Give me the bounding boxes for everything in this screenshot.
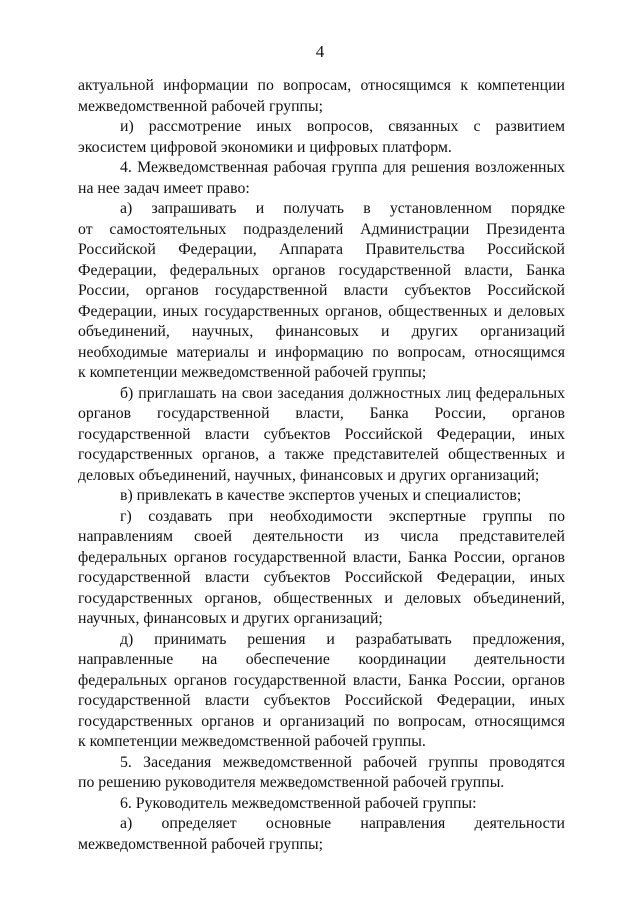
paragraph-item-i <box>78 117 565 158</box>
text-line: 4. Межведомственная рабочая группа для решения возложенных <box>120 159 565 176</box>
paragraph-item-g <box>78 507 565 630</box>
text-line: федеральных органов государственной власти, Банка России, органов <box>78 548 565 566</box>
text-line: к компетенции межведомственной рабочей группы. <box>78 733 426 750</box>
text-line: к компетенции межведомственной рабочей группы; <box>78 364 427 381</box>
text-line: на нее задач имеет право: <box>78 179 250 197</box>
text-line: государственных органов, общественных и деловых объединений, <box>78 589 565 607</box>
text-line: межведомственной рабочей группы; <box>78 835 323 853</box>
text-line: федеральных органов государственной власти, Банка России, органов <box>78 671 565 689</box>
text-line: от самостоятельных подразделений Администрации Президента <box>78 220 565 238</box>
text-line: а) определяет основные направления деятельности <box>120 815 565 832</box>
paragraph-item-6a <box>78 814 565 855</box>
paragraph-section-5 <box>78 753 565 794</box>
text-line: экосистем цифровой экономики и цифровых платформ. <box>78 138 452 156</box>
text-line: Федерации, иных государственных органов, общественных и деловых <box>78 302 565 320</box>
paragraph-item-a <box>78 199 565 384</box>
text-line: в) привлекать в качестве экспертов ученых и специалистов; <box>120 487 522 504</box>
text-line: научных, финансовых и других организаций; <box>78 610 383 627</box>
text-line: направлениям своей деятельности из числа представителей <box>78 528 565 545</box>
paragraph-item-b <box>78 384 565 487</box>
paragraph-item-d <box>78 630 565 753</box>
text-line: по решению руководителя межведомственной рабочей группы. <box>78 774 505 791</box>
text-line: Федерации, федеральных органов государственной власти, Банка <box>78 261 565 279</box>
text-line: 6. Руководитель межведомственной рабочей группы: <box>120 794 477 812</box>
text-line: а) запрашивать и получать в установленном порядке <box>120 200 565 217</box>
paragraph-item-v <box>78 486 565 507</box>
text-line: направленные на обеспечение координации деятельности <box>78 651 565 668</box>
text-line: и) рассмотрение иных вопросов, связанных с развитием <box>120 118 565 135</box>
page-number: 4 <box>315 42 325 61</box>
text-line: необходимые материалы и информацию по вопросам, относящимся <box>78 343 565 361</box>
text-line: б) приглашать на свои заседания должностных лиц федеральных <box>120 384 565 402</box>
text-line: 5. Заседания межведомственной рабочей группы проводятся <box>120 753 565 771</box>
text-line: государственной власти субъектов Российской Федерации, иных <box>78 692 565 709</box>
text-line: д) принимать решения и разрабатывать предложения, <box>120 630 565 648</box>
paragraph-cont <box>78 76 565 117</box>
text-line: государственной власти субъектов Российской Федерации, иных <box>78 425 565 443</box>
text-line: деловых объединений, научных, финансовых и других организаций; <box>78 466 540 484</box>
text-line: государственных органов и организаций по вопросам, относящимся <box>78 712 565 730</box>
text-line: органов государственной власти, Банка России, органов <box>78 405 565 422</box>
paragraph-section-6 <box>78 794 565 815</box>
text-line: государственной власти субъектов Российской Федерации, иных <box>78 569 565 586</box>
text-line: России, органов государственной власти субъектов Российской <box>78 282 565 299</box>
paragraph-section-4 <box>78 158 565 199</box>
text-line: Российской Федерации, Аппарата Правительства Российской <box>78 241 565 258</box>
document-body <box>78 76 565 855</box>
text-line: актуальной информации по вопросам, относящимся к компетенции <box>78 77 565 94</box>
text-line: г) создавать при необходимости экспертные группы по <box>120 507 565 525</box>
text-line: объединений, научных, финансовых и других организаций <box>78 323 565 340</box>
text-line: межведомственной рабочей группы; <box>78 97 323 115</box>
text-line: государственных органов, а также представителей общественных и <box>78 446 565 463</box>
